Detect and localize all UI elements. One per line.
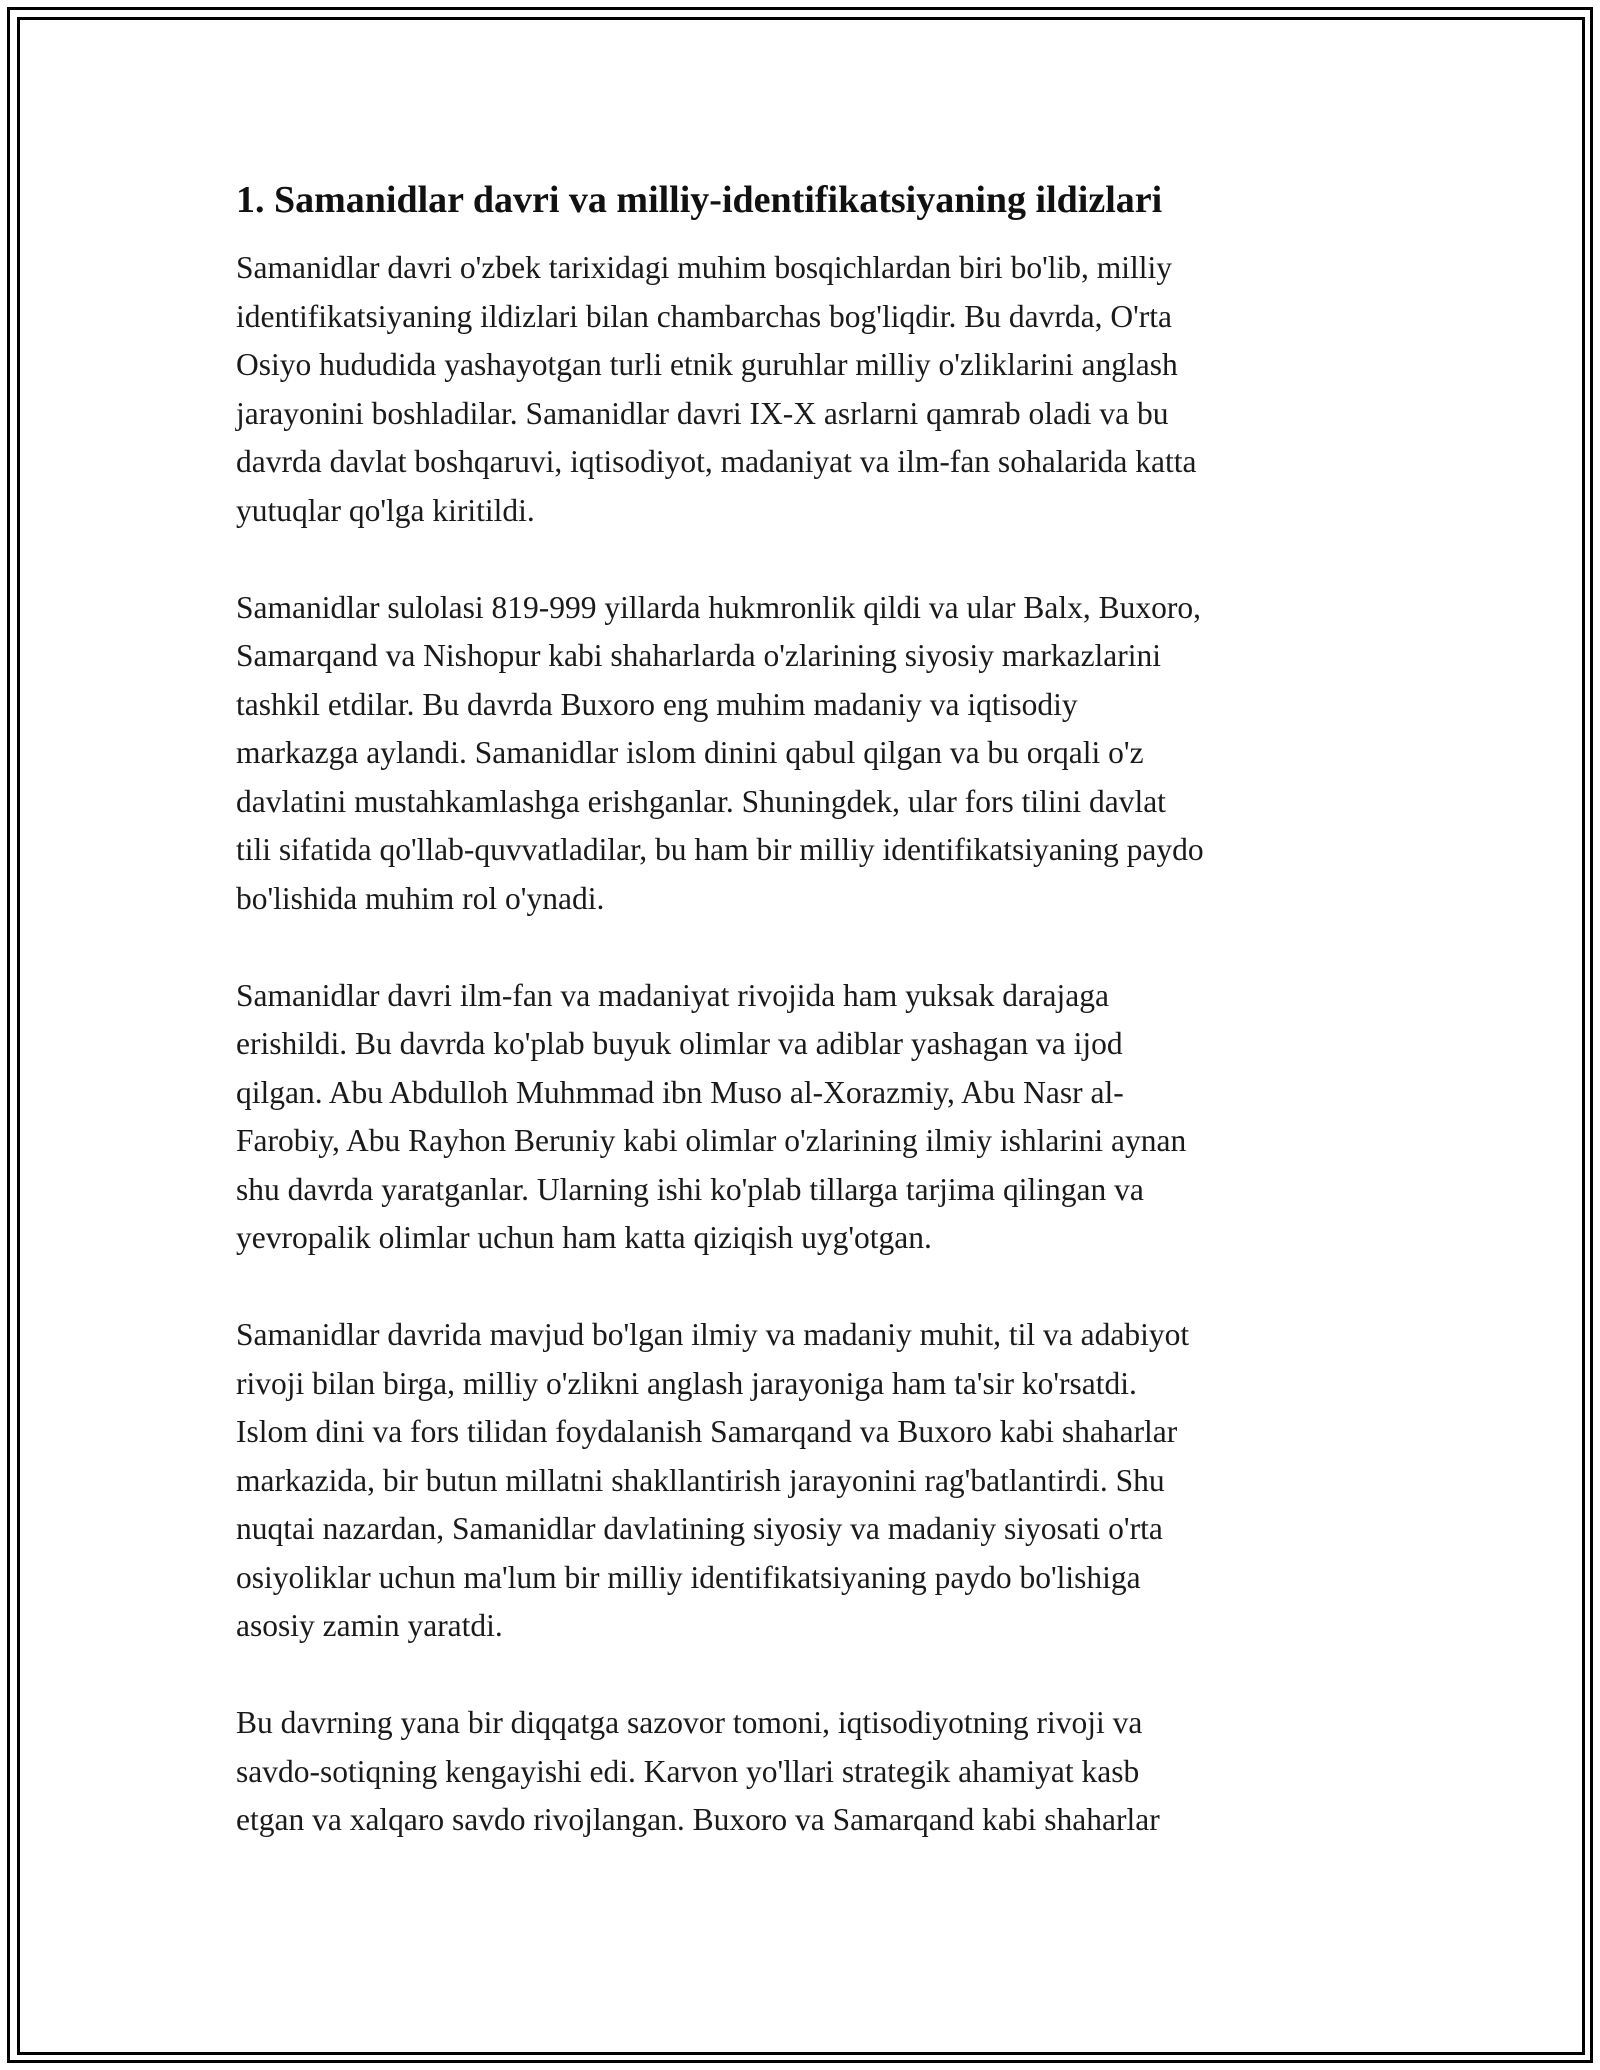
text-line: Samanidlar sulolasi 819-999 yillarda hukmronlik qildi va ular Balx, Buxoro,: [236, 589, 1201, 625]
paragraph-3: [236, 972, 1366, 1263]
text-line: markazida, bir butun millatni shakllantirish jarayonini rag'batlantirdi. Shu: [236, 1462, 1165, 1498]
text-line: Islom dini va fors tilidan foydalanish Samarqand va Buxoro kabi shaharlar: [236, 1414, 1178, 1449]
text-line: Bu davrning yana bir diqqatga sazovor tomoni, iqtisodiyotning rivoji va: [236, 1705, 1143, 1740]
text-line: tili sifatida qo'llab-quvvatladilar, bu ham bir milliy identifikatsiyaning paydo: [236, 832, 1204, 867]
text-line: erishildi. Bu davrda ko'plab buyuk olimlar va adiblar yashagan va ijod: [236, 1026, 1123, 1061]
paragraph-4: [236, 1311, 1366, 1651]
text-line: rivoji bilan birga, milliy o'zlikni anglash jarayoniga ham ta'sir ko'rsatdi.: [236, 1365, 1137, 1401]
text-line: qilgan. Abu Abdulloh Muhmmad ibn Muso al-Xorazmiy, Abu Nasr al-: [236, 1074, 1124, 1110]
text-line: shu davrda yaratganlar. Ularning ishi ko'plab tillarga tarjima qilingan va: [236, 1171, 1144, 1207]
text-line: markazga aylandi. Samanidlar islom dinini qabul qilgan va bu orqali o'z: [236, 735, 1144, 770]
text-line: identifikatsiyaning ildizlari bilan chambarchas bog'liqdir. Bu davrda, O'rta: [236, 298, 1172, 334]
text-line: yutuqlar qo'lga kiritildi.: [236, 492, 535, 528]
paragraph-5: [236, 1699, 1366, 1845]
text-line: Samanidlar davri o'zbek tarixidagi muhim bosqichlardan biri bo'lib, milliy: [236, 250, 1173, 285]
section-heading: 1. Samanidlar davri va milliy-identifikatsiyaning ildizlari: [236, 179, 1163, 221]
text-line: osiyoliklar uchun ma'lum bir milliy identifikatsiyaning paydo bo'lishiga: [236, 1559, 1141, 1595]
text-line: nuqtai nazardan, Samanidlar davlatining siyosiy va madaniy siyosati o'rta: [236, 1511, 1163, 1546]
document-body: [236, 176, 1366, 1893]
text-line: Samarqand va Nishopur kabi shaharlarda o'zlarining siyosiy markazlarini: [236, 638, 1162, 673]
text-line: tashkil etdilar. Bu davrda Buxoro eng muhim madaniy va iqtisodiy: [236, 686, 1078, 722]
paragraph-1: [236, 244, 1366, 535]
text-line: davrda davlat boshqaruvi, iqtisodiyot, madaniyat va ilm-fan sohalarida katta: [236, 444, 1197, 479]
text-line: bo'lishida muhim rol o'ynadi.: [236, 880, 605, 916]
text-line: yevropalik olimlar uchun ham katta qiziqish uyg'otgan.: [236, 1220, 932, 1255]
text-line: Samanidlar davrida mavjud bo'lgan ilmiy va madaniy muhit, til va adabiyot: [236, 1317, 1190, 1352]
text-line: Farobiy, Abu Rayhon Beruniy kabi olimlar o'zlarining ilmiy ishlarini aynan: [236, 1123, 1187, 1158]
text-line: etgan va xalqaro savdo rivojlangan. Buxoro va Samarqand kabi shaharlar: [236, 1802, 1160, 1837]
paragraph-2: [236, 584, 1366, 924]
text-line: davlatini mustahkamlashga erishganlar. Shuningdek, ular fors tilini davlat: [236, 783, 1166, 819]
text-line: Samanidlar davri ilm-fan va madaniyat rivojida ham yuksak darajaga: [236, 977, 1109, 1013]
text-line: jarayonini boshladilar. Samanidlar davri IX-X asrlarni qamrab oladi va bu: [236, 395, 1169, 431]
text-line: savdo-sotiqning kengayishi edi. Karvon yo'llari strategik ahamiyat kasb: [236, 1753, 1140, 1789]
text-line: Osiyo hududida yashayotgan turli etnik guruhlar milliy o'zliklarini anglash: [236, 347, 1178, 382]
text-line: asosiy zamin yaratdi.: [236, 1608, 503, 1643]
